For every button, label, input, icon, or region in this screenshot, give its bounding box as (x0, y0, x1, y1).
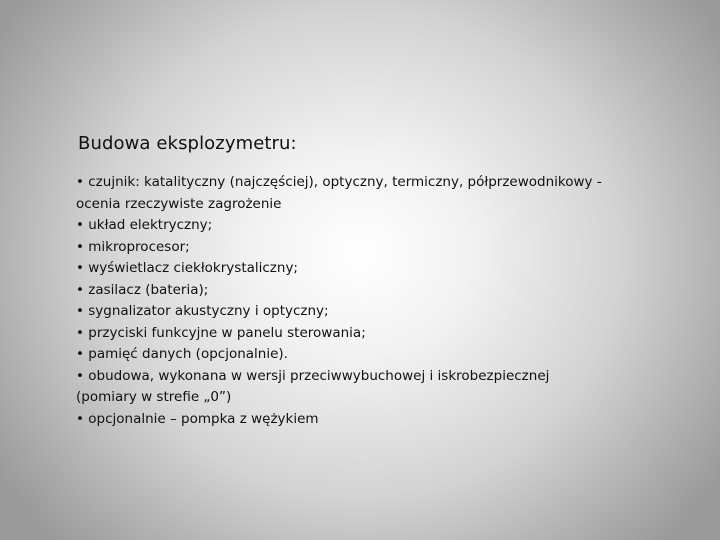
content-line-display: • wyświetlacz ciekłokrystaliczny; (76, 260, 298, 276)
content-line-microprocessor: • mikroprocesor; (76, 238, 190, 255)
content-line-pump: • opcjonalnie – pompka z wężykiem (76, 410, 319, 427)
content-line-sensor: • czujnik: katalityczny (najczęściej), optyczny, termiczny, półprzewodnikowy - (76, 174, 602, 190)
content-line-sensor-continued: ocenia rzeczywiste zagrożenie (76, 195, 282, 212)
slide-title: Budowa eksplozymetru: (78, 133, 297, 154)
content-line-signaling-device: • sygnalizator akustyczny i optyczny; (76, 303, 329, 319)
content-line-power-supply: • zasilacz (bateria); (76, 281, 209, 298)
slide-content (76, 172, 636, 430)
content-line-function-buttons: • przyciski funkcyjne w panelu sterowania; (76, 324, 366, 341)
content-line-housing-continued: (pomiary w strefie „0”) (76, 389, 232, 405)
content-line-electrical-system: • układ elektryczny; (76, 217, 213, 233)
content-line-housing: • obudowa, wykonana w wersji przeciwwybuchowej i iskrobezpiecznej (76, 367, 550, 384)
content-line-data-memory: • pamięć danych (opcjonalnie). (76, 346, 288, 362)
